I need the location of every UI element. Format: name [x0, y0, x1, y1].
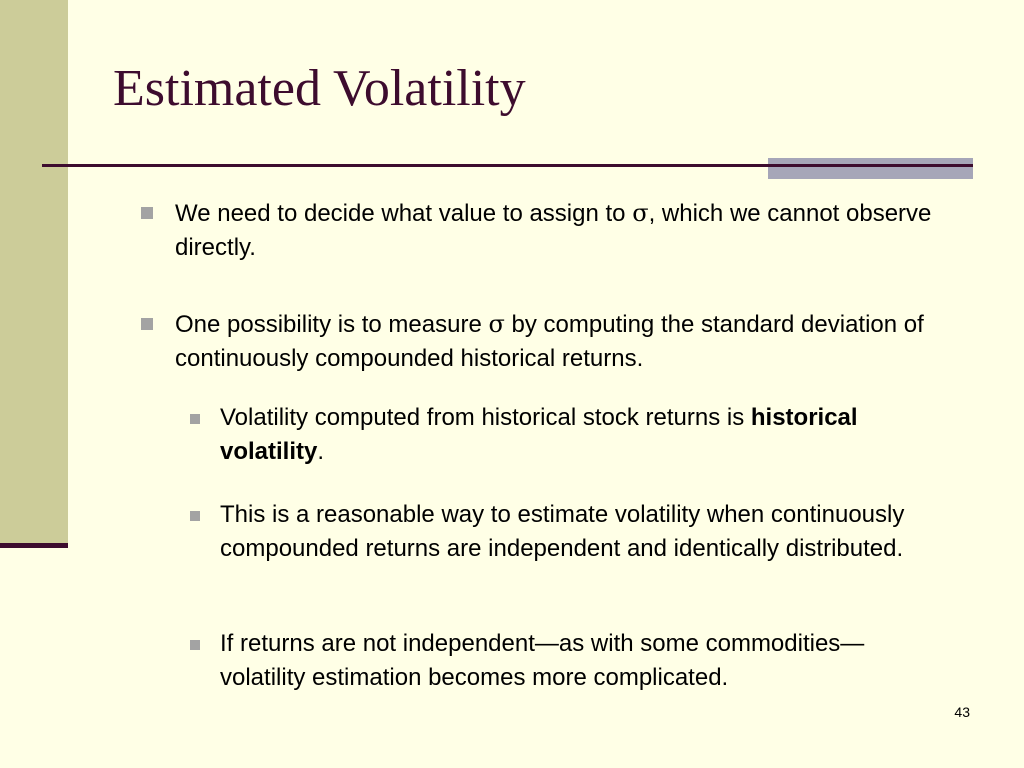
- square-bullet-icon: [141, 207, 153, 219]
- square-bullet-icon: [190, 511, 200, 521]
- bullet-text: [175, 196, 935, 265]
- sub-bullet-text-part: .: [317, 438, 325, 465]
- bullet-text-part: One possibility is to measure: [175, 311, 489, 338]
- sigma-symbol: σ: [632, 199, 649, 227]
- square-bullet-icon: [141, 318, 153, 330]
- bullet-text: [175, 307, 935, 376]
- bullet-item: [175, 196, 935, 265]
- sub-bullet-text: If returns are not independent—as with some commodities— volatility estimation becomes more complicated.: [220, 630, 865, 691]
- square-bullet-icon: [190, 414, 200, 424]
- bullet-text-part: We need to decide what value to assign to: [175, 200, 633, 227]
- page-number: 43: [954, 704, 970, 720]
- square-bullet-icon: [190, 640, 200, 650]
- bold-term: historical volatility: [220, 404, 858, 465]
- sub-bullet-text-part: Volatility computed from historical stock returns is: [220, 404, 751, 431]
- sub-bullet-text: This is a reasonable way to estimate volatility when continuously compounded returns are independent and identically distributed.: [220, 501, 905, 562]
- sub-bullet-item: [220, 401, 930, 469]
- sub-bullet-text: [220, 401, 930, 469]
- bullet-text-part: , which we cannot observe directly.: [175, 200, 932, 261]
- sigma-symbol: σ: [488, 310, 505, 338]
- slide-title: Estimated Volatility: [113, 60, 526, 117]
- sub-bullet-item: [220, 627, 930, 695]
- bullet-item: [175, 307, 935, 376]
- bullet-text-part: by computing the standard deviation of continuously compounded historical returns.: [175, 311, 924, 372]
- sub-bullet-item: [220, 498, 930, 566]
